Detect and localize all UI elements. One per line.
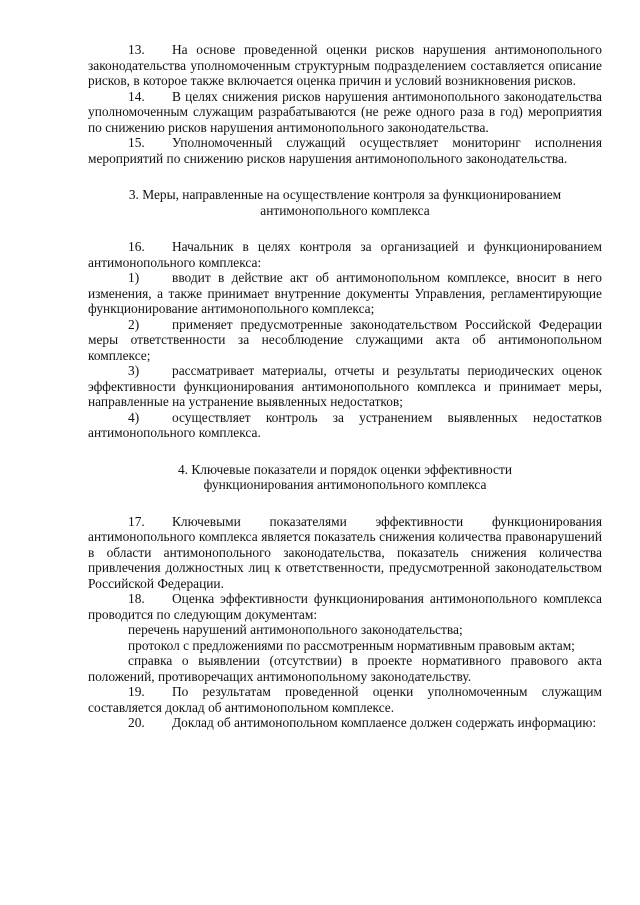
paragraphs-block-section-4 (88, 514, 602, 731)
paragraph-number: 14. (128, 88, 145, 104)
paragraph (88, 270, 602, 317)
paragraph (88, 684, 602, 715)
paragraphs-block-section-3 (88, 239, 602, 441)
paragraph-text: Оценка эффективности функционирования антимонопольного комплекса проводится по следующим документам: (88, 591, 602, 622)
paragraph-number: 16. (128, 239, 145, 254)
paragraph-number: 13. (128, 42, 145, 57)
paragraph (88, 89, 602, 136)
paragraph-number: 15. (128, 135, 145, 150)
section-3-heading (88, 187, 602, 218)
paragraph-text: рассматривает материалы, отчеты и результаты периодических оценок эффективности функционирования антимонопольного комплекса и принимает меры, направленные на устранение выявленных недостатков; (88, 363, 602, 409)
paragraph-text: применяет предусмотренные законодательством Российской Федерации меры ответственности за несоблюдение служащими акта об антимонопольном комплексе; (88, 316, 602, 363)
paragraph-text: В целях снижения рисков нарушения антимонопольного законодательства уполномоченным служащим разрабатываются (не реже одного раза в год) мероприятия по снижению рисков нарушения антимонопольного законодательства. (88, 88, 602, 135)
paragraph (88, 363, 602, 410)
paragraph-number: 17. (128, 513, 145, 529)
section-4-title-line-1: 4. Ключевые показатели и порядок оценки эффективности (177, 461, 513, 477)
paragraph-text: вводит в действие акт об антимонопольном комплексе, вносит в него изменения, а также принимает внутренние документы Управления, регламентирующие функционирование антимонопольного комплекса; (88, 270, 602, 316)
paragraph (88, 135, 602, 166)
paragraph (88, 715, 602, 731)
document-body (88, 42, 602, 731)
paragraph-number: 18. (128, 591, 145, 606)
paragraph (88, 317, 602, 364)
paragraph-text: Начальник в целях контроля за организацией и функционированием антимонопольного комплекса: (88, 239, 602, 270)
paragraph-text: Уполномоченный служащий осуществляет мониторинг исполнения мероприятий по снижению рисков нарушения антимонопольного законодательства. (88, 135, 602, 166)
paragraph (88, 653, 602, 684)
paragraph (88, 638, 602, 654)
paragraph (88, 622, 602, 638)
paragraph-text: По результатам проведенной оценки уполномоченным служащим составляется доклад об антимонопольном комплексе. (88, 684, 602, 715)
paragraph-number: 4) (128, 409, 140, 425)
paragraph (88, 410, 602, 441)
paragraph-number: 20. (128, 715, 145, 730)
section-3-title-line-1: 3. Меры, направленные на осуществление контроля за функционированием (128, 187, 562, 202)
paragraph-text: перечень нарушений антимонопольного законодательства; (128, 622, 463, 637)
paragraph-text: протокол с предложениями по рассмотренным нормативным правовым актам; (128, 637, 575, 653)
paragraph (88, 514, 602, 592)
paragraph-number: 3) (128, 363, 140, 378)
paragraph (88, 42, 602, 89)
paragraphs-block-1 (88, 42, 602, 166)
paragraph-number: 2) (128, 316, 140, 332)
paragraph-number: 1) (128, 270, 140, 285)
paragraph-text: осуществляет контроль за устранением выявленных недостатков антимонопольного комплекса. (88, 409, 602, 440)
paragraph (88, 239, 602, 270)
paragraph (88, 591, 602, 622)
paragraph-number: 19. (128, 684, 145, 699)
paragraph-text: справка о выявлении (отсутствии) в проекте нормативного правового акта положений, противоречащих антимонопольному законодательству. (88, 653, 602, 684)
paragraph-text: Ключевыми показателями эффективности функционирования антимонопольного комплекса является показатель снижения количества правонарушений в области антимонопольного законодательства, показатель снижения количества привлечения должностных лиц к ответственности, предусмотренной законодательством Российской Федерации. (88, 513, 602, 591)
paragraph-text: Доклад об антимонопольном компл​аенсе должен содержать информацию: (172, 715, 597, 730)
section-3-title-line-2: антимонопольного комплекса (260, 202, 430, 218)
paragraph-text: На основе проведенной оценки рисков нарушения антимонопольного законодательства уполномоченным структурным подразделением составляется описание рисков, в которое также включается оценка причин и условий возникновения рисков. (88, 42, 602, 88)
section-4-heading (88, 462, 602, 493)
section-4-title-line-2: функционирования антимонопольного комплекса (203, 477, 487, 492)
